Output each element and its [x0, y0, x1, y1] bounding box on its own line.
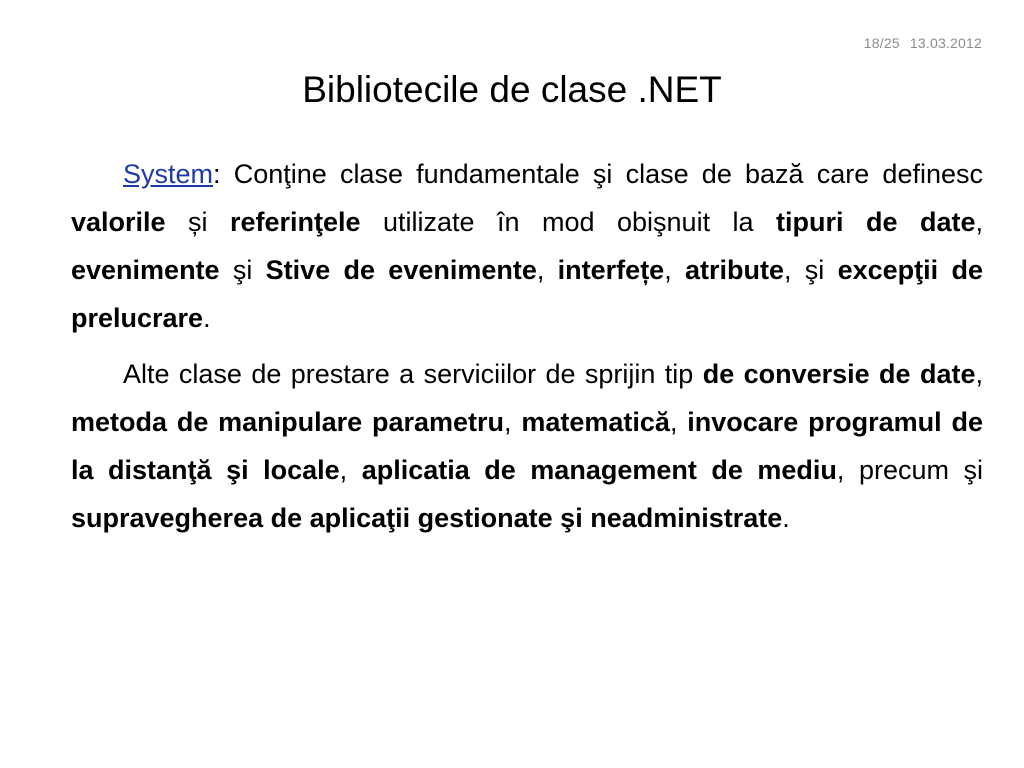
bold-term: interfețe [557, 255, 665, 285]
bold-term: invocare programul de la distanţă şi locale [71, 407, 983, 485]
text-segment: . [782, 503, 790, 533]
bold-term: valorile [71, 207, 166, 237]
text-segment: . [203, 303, 211, 333]
slide-body [71, 150, 983, 542]
bold-term: excepţii de prelucrare [71, 255, 983, 333]
bold-term: supravegherea de aplicaţii gestionate şi neadministrate [71, 503, 783, 533]
text-segment: și [165, 207, 230, 237]
text-segment: , [975, 207, 983, 237]
bold-term: aplicatia de management de mediu [361, 455, 837, 485]
system-link[interactable]: System [123, 159, 214, 189]
bold-term: evenimente [71, 255, 220, 285]
paragraph-system [71, 150, 983, 342]
bold-term: matematică [521, 407, 670, 437]
slide-number [864, 35, 982, 51]
text-segment: şi [219, 255, 266, 285]
slide-title: Bibliotecile de clase .NET [302, 69, 722, 110]
text-segment: , [664, 255, 685, 285]
text-segment: , precum şi [836, 455, 983, 485]
text-segment: : Conţine clase fundamentale şi clase de bază care definesc [213, 159, 983, 189]
text-segment: , [536, 255, 558, 285]
slide-counter: 18/25 [863, 35, 900, 51]
text-segment: , [669, 407, 688, 437]
bold-term: de conversie de date [702, 359, 976, 389]
bold-term: tipuri de date [776, 207, 976, 237]
text-segment: utilizate în mod obişnuit la [360, 207, 777, 237]
text-segment: , şi [784, 255, 838, 285]
slide-date: 13.03.2012 [909, 35, 982, 51]
bold-term: metoda de manipulare parametru [71, 407, 505, 437]
bold-term: referinţele [230, 207, 361, 237]
text-segment: , [339, 455, 362, 485]
bold-term: atribute [685, 255, 785, 285]
bold-term: Stive de evenimente [265, 255, 537, 285]
paragraph-other-classes [71, 350, 983, 542]
text-segment: , [975, 359, 983, 389]
text-segment: Alte clase de prestare a serviciilor de sprijin tip [123, 359, 703, 389]
text-segment: , [504, 407, 522, 437]
